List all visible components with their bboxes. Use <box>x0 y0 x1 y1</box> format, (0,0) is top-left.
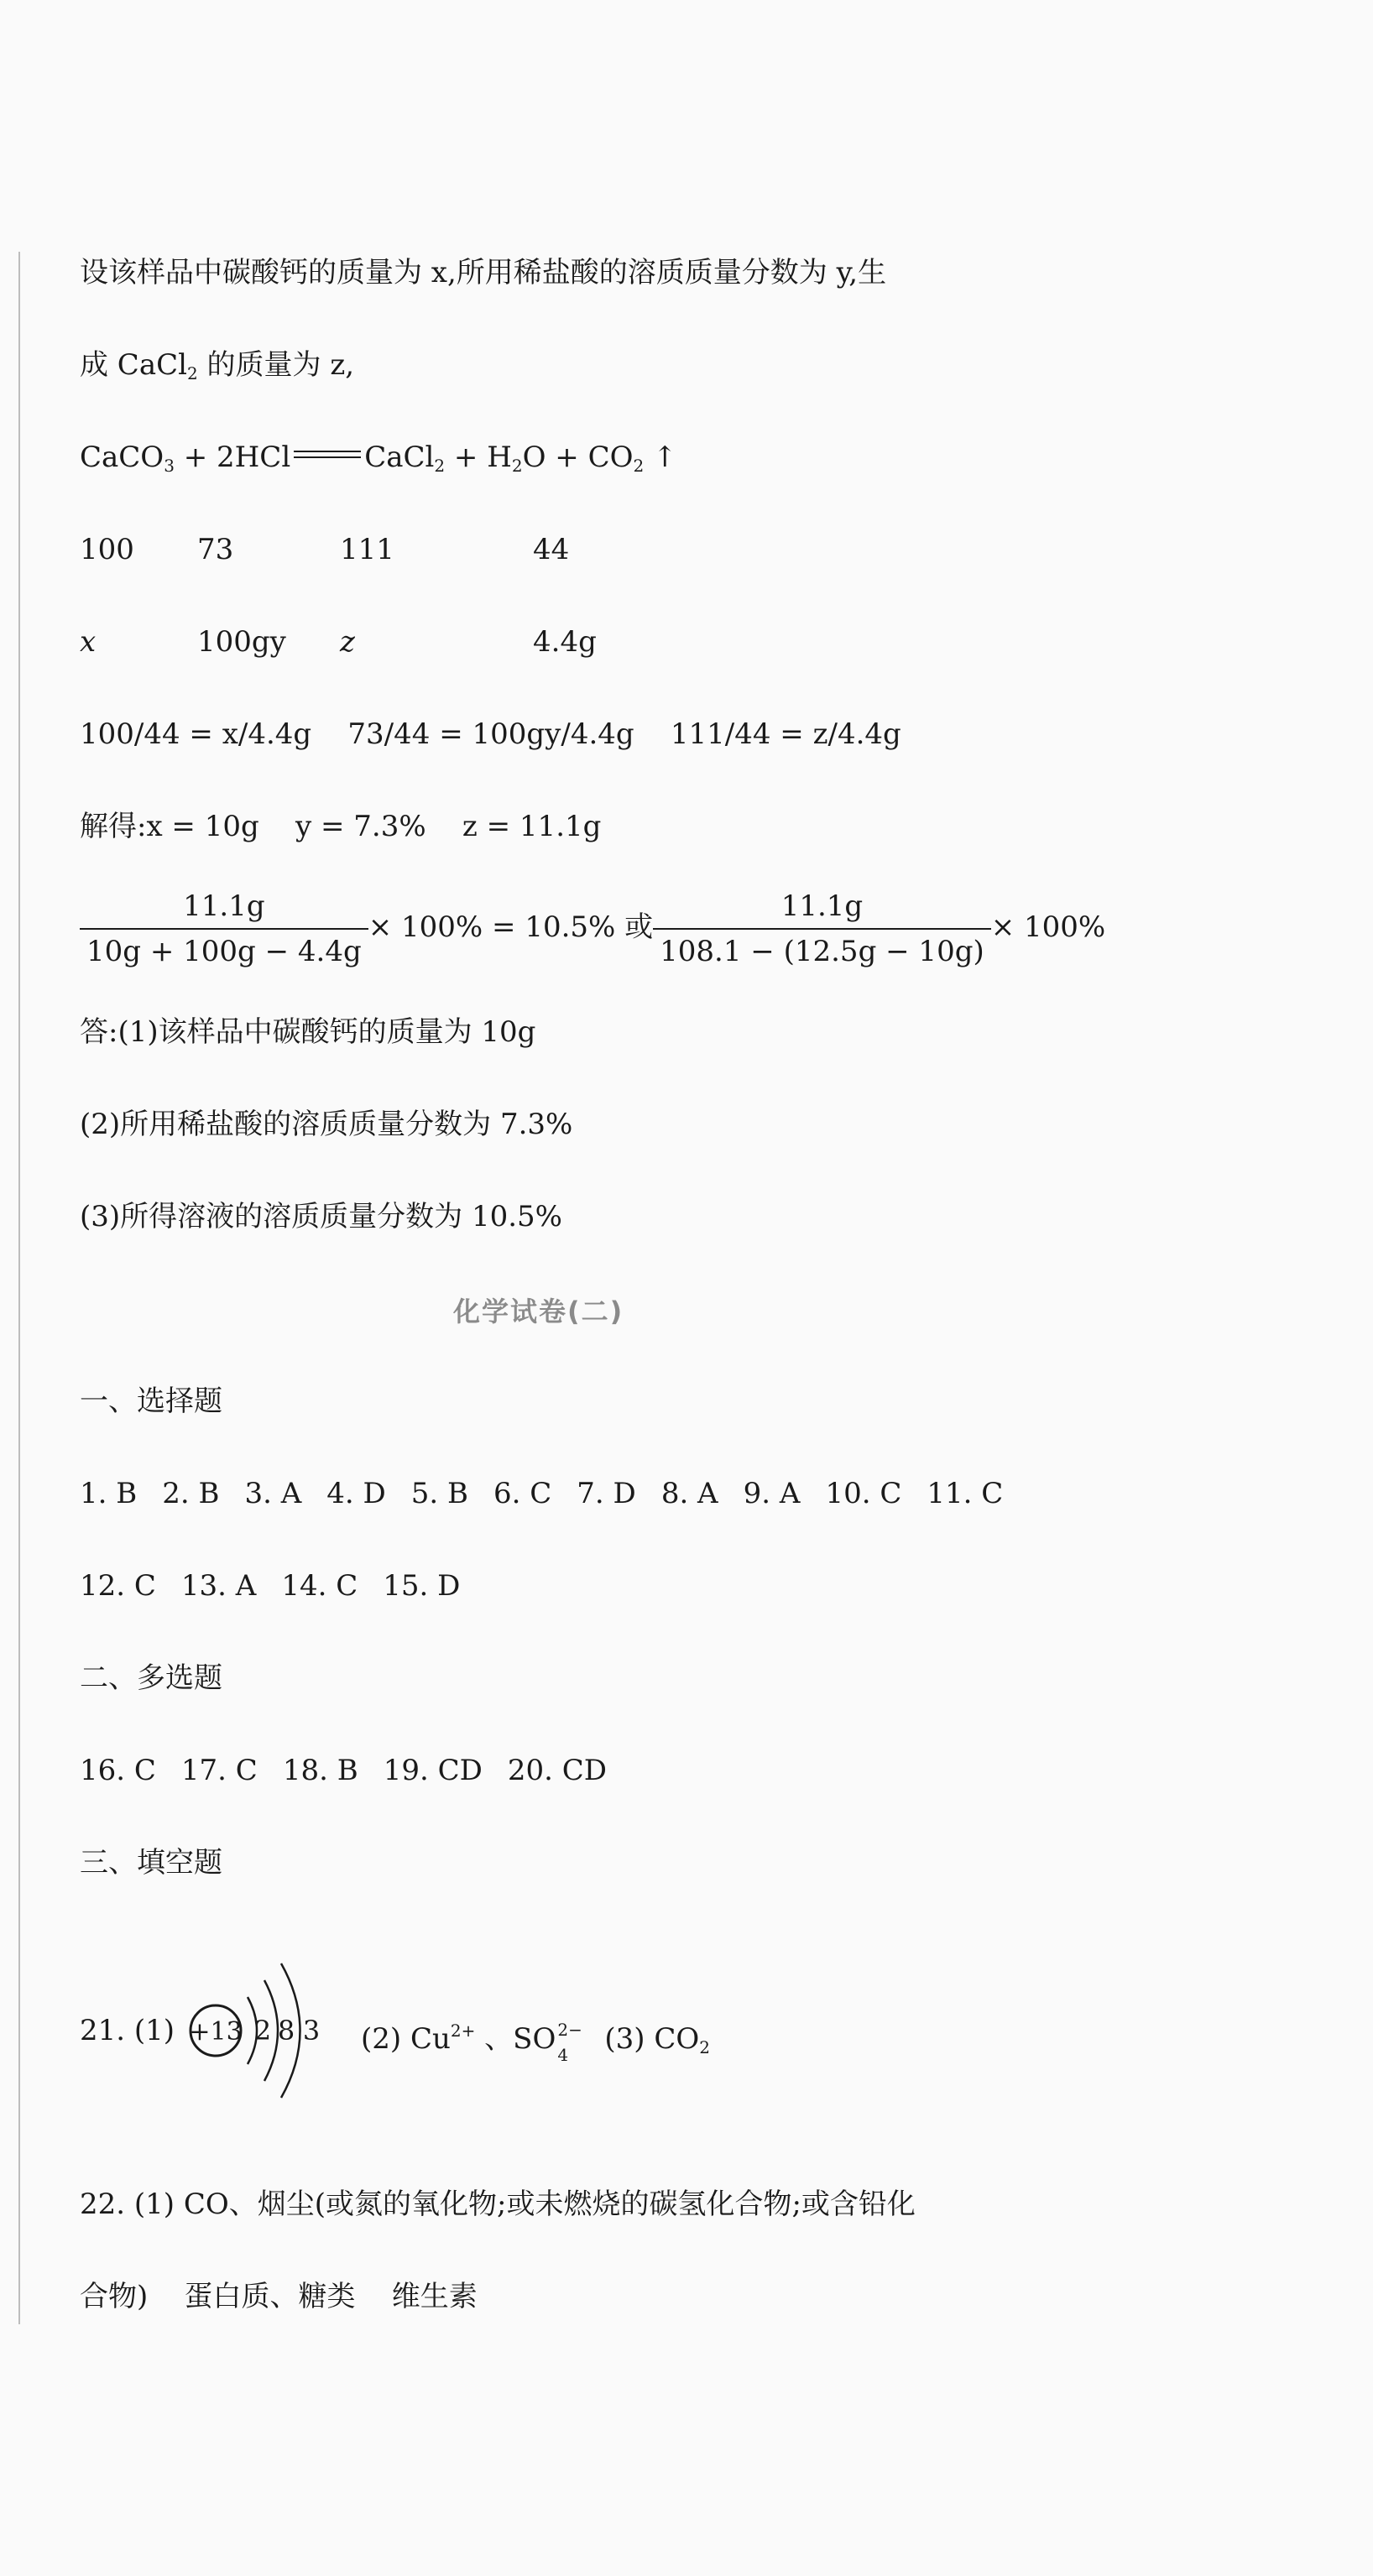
shell-3-electrons: 3 <box>302 2015 321 2047</box>
q21-ions: (2) $Cu^{2+}$ 、SO 2− 4 (3) $CO_2$ <box>361 2020 710 2065</box>
page-margin-line <box>18 252 20 2324</box>
so4-charge-and-subscript: 2− 4 <box>557 2020 582 2065</box>
shell-1-electrons: 2 <box>253 2015 272 2047</box>
equals-sign-double <box>294 450 361 460</box>
section-title-paper-2: 化学试卷(二) <box>453 1296 624 1327</box>
setup-line-2: 成 CaCl$_2$ 的质量为 z, <box>80 348 355 383</box>
fraction-line: $\frac{11.1g}{10g + 100g - 4.4g}$ × 100% = 10.5% 或 $\frac{11.1g}{108.1 - (12.5g - 10g)}$ × 100% <box>80 889 1105 968</box>
part2-answers-row: 16. C 17. C 18. B 19. CD 20. CD <box>80 1754 607 1787</box>
part1-answers-row-2: 12. C 13. A 14. C 15. D <box>80 1569 461 1603</box>
aluminum-atom-diagram <box>180 1955 348 2115</box>
answer-2: (2)所用稀盐酸的溶质质量分数为 7.3% <box>80 1108 573 1141</box>
q22-line-2: 合物) 蛋白质、糖类 维生素 <box>80 2280 478 2313</box>
ratio-line: 100/44 = x/4.4g 73/44 = 100gy/4.4g 111/44 = z/4.4g <box>80 717 901 751</box>
q21-label: 21. (1) <box>80 2014 175 2047</box>
q22-line-1: 22. (1) CO、烟尘(或氮的氧化物;或未燃烧的碳氢化合物;或含铅化 <box>80 2188 916 2221</box>
part3-heading: 三、填空题 <box>80 1846 222 1880</box>
molar-mass-row: 100 73 111 44 <box>80 533 570 566</box>
solve-line: 解得:x = 10g y = 7.3% z = 11.1g <box>80 810 602 843</box>
part1-heading: 一、选择题 <box>80 1384 222 1418</box>
fraction-2: $\frac{11.1g}{108.1 - (12.5g - 10g)}$ <box>653 889 991 968</box>
fraction-1: $\frac{11.1g}{10g + 100g - 4.4g}$ <box>80 889 368 968</box>
answer-3: (3)所得溶液的溶质质量分数为 10.5% <box>80 1200 562 1233</box>
setup-line-1: 设该样品中碳酸钙的质量为 x,所用稀盐酸的溶质质量分数为 y,生 <box>80 256 887 289</box>
answer-1: 答:(1)该样品中碳酸钙的质量为 10g <box>80 1015 536 1049</box>
shell-2-electrons: 8 <box>277 2015 295 2047</box>
nucleus-charge: +13 <box>189 2017 243 2047</box>
gas-arrow-icon: ↑ <box>644 441 677 474</box>
unknown-row: x 100gy z 4.4g <box>80 625 597 659</box>
chemical-equation: CaCO$_3$ + 2HCl CaCl$_2$ + $H_2O + CO_2$ ↑ <box>80 441 677 476</box>
part1-answers-row-1: 1. B 2. B 3. A 4. D 5. B 6. C 7. D 8. A 9. A 10. C 11. C <box>80 1477 1004 1510</box>
part2-heading: 二、多选题 <box>80 1661 222 1695</box>
